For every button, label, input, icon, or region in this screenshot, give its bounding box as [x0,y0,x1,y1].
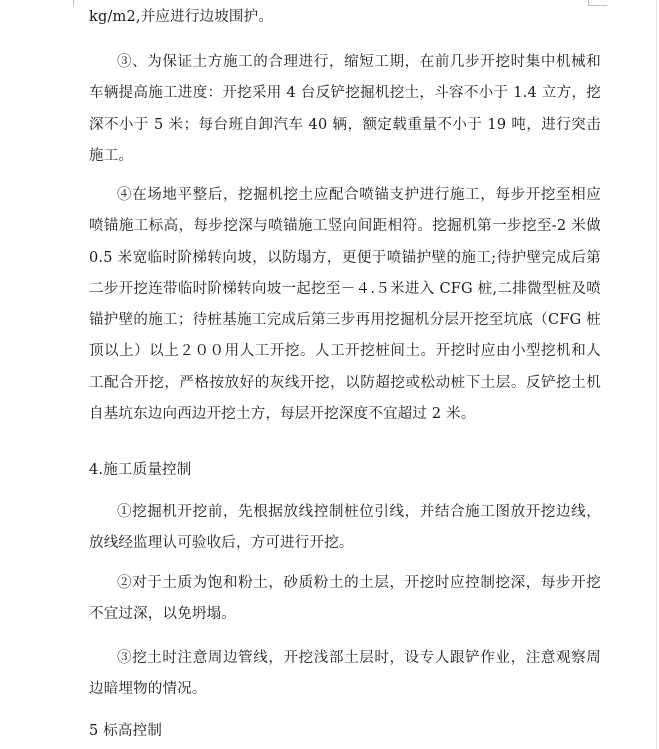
paragraph-quality-3: ③挖土时注意周边管线，开挖浅部土层时，设专人跟铲作业，注意观察周边暗埋物的情况。 [89,650,601,698]
section-heading-quality-control: 4.施工质量控制 [89,462,192,478]
paragraph-quality-1: ①挖掘机开挖前，先根据放线控制桩位引线，并结合施工图放开挖边线，放线经监理认可验收后，方可进行开挖。 [89,504,601,552]
section-heading-elevation-control: 5 标高控制 [89,723,163,739]
page-right-edge [656,0,657,749]
paragraph-continuation: kg/m2,并应进行边坡围护。 [89,9,274,25]
page-corner-mark-left [73,0,74,6]
paragraph-item-3: ③、为保证土方施工的合理进行，缩短工期，在前几步开挖时集中机械和车辆提高施工进度：开挖采用 4 台反铲挖掘机挖土，斗容不小于 1.4 立方，挖深不小于 5 米；每台班自卸汽车 40 辆，额定载重量不小于 19 吨，进行突击施工。 [89,54,601,164]
paragraph-quality-2: ②对于土质为饱和粉土，砂质粉土的土层，开挖时应控制挖深，每步开挖不宜过深，以免坍塌。 [89,575,601,623]
paragraph-item-4: ④在场地平整后，挖掘机挖土应配合喷锚支护进行施工，每步开挖至相应喷锚施工标高，每步挖深与喷锚施工竖向间距相符。挖掘机第一步挖至-2 米做 0.5 米宽临时阶梯转向坡，以防塌方，更便于喷锚护壁的施工;待护壁完成后第二步开挖连带临时阶梯转向坡一起挖至－４.５米进入 CFG 桩,二排微型桩及喷锚护壁的施工；待桩基施工完成后第三步再用挖掘机分层开挖至坑底（CFG 桩顶以上）以上２００用人工开挖。人工开挖桩间土。开挖时应由小型挖机和人工配合开挖，严格按放好的灰线开挖，以防超挖或松动桩下土层。反铲挖土机自基坑东边向西边开挖土方，每层开挖深度不宜超过 2 米。 [89,187,601,423]
